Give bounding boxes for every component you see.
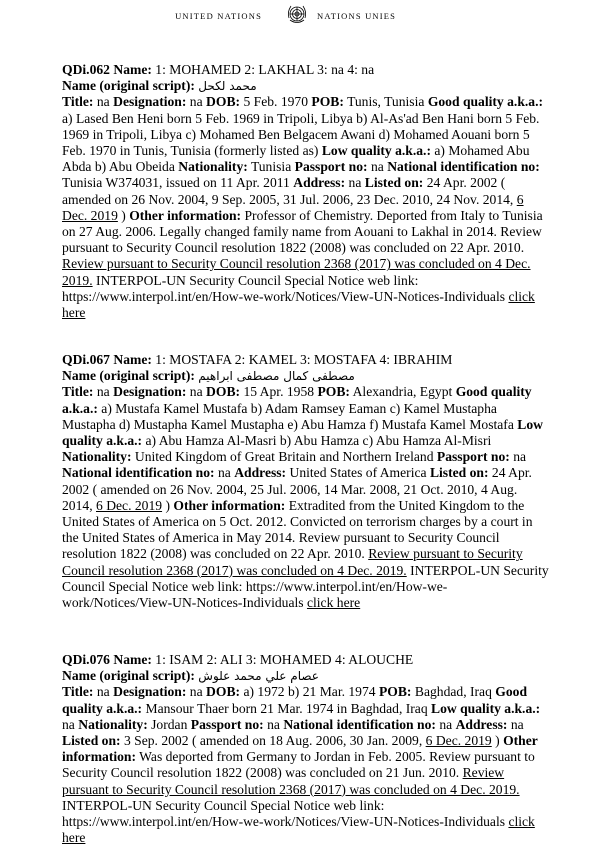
entry-amended: ( amended on 26 Nov. 2004, 25 Jul. 2006, 14 Mar. 2008, 21 Oct. 2010, 4 Aug. 2014,	[62, 481, 518, 513]
entry-review: Review pursuant to Security Council resolution 2368 (2017) was concluded on 4 Dec. 2019.	[62, 546, 523, 578]
entry-passport: na	[370, 159, 384, 175]
entry-name: 1: MOHAMED 2: LAKHAL 3: na 4: na	[155, 62, 375, 77]
entry-address: na	[510, 716, 524, 732]
click-here-link[interactable]: click here	[62, 814, 535, 846]
entry-low-aka: na	[62, 716, 75, 732]
entry-dob: 5 Feb. 1970	[243, 94, 309, 110]
entry-amended: ( amended on 26 Nov. 2004, 9 Sep. 2005, 31 Jul. 2006, 23 Dec. 2010, 24 Nov. 2014,	[62, 175, 514, 207]
entry-good-aka: Mansour Thaer born 21 Mar. 1974 in Baghdad, Iraq	[145, 700, 428, 716]
header-nations-unies: NATIONS UNIES	[317, 11, 397, 21]
entry-pob: Tunis, Tunisia	[347, 94, 425, 110]
entry-name: 1: MOSTAFA 2: KAMEL 3: MOSTAFA 4: IBRAHIM	[155, 352, 453, 367]
entry-good-aka: a) Mustafa Kamel Mustafa b) Adam Ramsey Eaman c) Kamel Mustapha Mustapha d) Mustapha Kamel Mustapha e) Abu Hamza f) Mustafa Kamel Mostafa	[62, 400, 514, 432]
entry-good-aka: a) Lased Ben Heni born 5 Feb. 1969 in Tripoli, Libya b) Al-As'ad Ben Hani born 5 Feb. 1969 in Tripoli, Libya c) Mohamed Ben Belgacem Awani d) Mohamed Aouani born 5 Feb. 1970 in Tunis, Tunisia (formerly listed as)	[62, 110, 540, 159]
entry-original-script: مصطفى كمال مصطفى ابراهيم	[198, 369, 355, 384]
entry-listed-on: 3 Sep. 2002	[123, 733, 189, 749]
entry-nationality: Tunisia	[250, 159, 292, 175]
entry-ref: QDi.067	[62, 352, 110, 367]
click-here-link[interactable]: click here	[62, 288, 535, 321]
sanctions-entry: QDi.076 Name: 1: ISAM 2: ALI 3: MOHAMED 4: ALOUCHE Name (original script): عصام علي محمد علوش Title: na Designation: na DOB: a) 1972 b) 21 Mar. 1974 POB: Baghdad, Iraq Good quality a.k.a.: Mansour Thaer born 21 Mar. 1974 in Baghdad, Iraq Low quality a.k.a.: na Nationality: Jordan Passport no: na National identification no: na Address: na Listed on: 3 Sep. 2002 ( amended on 18 Aug. 2006, 30 Jan. 2009, 6 Dec. 2019 ) Other information: Was deported from Germany to Jordan in Feb. 2005. Review pursuant to Security Council resolution 1822 (2008) was concluded on 21 Jun. 2010. Review pursuant to Security Council resolution 2368 (2017) was concluded on 4 Dec. 2019. INTERPOL-UN Security Council Special Notice web link: https://www.interpol.int/en/How-we-work/Notices/View-UN-Notices-Individuals click here	[62, 652, 541, 846]
page-header	[0, 0, 600, 30]
entry-address: na	[348, 175, 362, 191]
entry-original-script: عصام علي محمد علوش	[198, 669, 319, 684]
sanctions-entry: QDi.067 Name: 1: MOSTAFA 2: KAMEL 3: MOSTAFA 4: IBRAHIM Name (original script): مصطفى كمال مصطفى ابراهيم Title: na Designation: na DOB: 15 Apr. 1958 POB: Alexandria, Egypt Good quality a.k.a.: a) Mustafa Kamel Mustafa b) Adam Ramsey Eaman c) Kamel Mustapha Mustapha d) Mustapha Kamel Mustapha e) Abu Hamza f) Mustafa Kamel Mostafa Low quality a.k.a.: a) Abu Hamza Al-Masri b) Abu Hamza c) Abu Hamza Al-Misri Nationality: United Kingdom of Great Britain and Northern Ireland Passport no: na National identification no: na Address: United States of America Listed on: 24 Apr. 2002 ( amended on 26 Nov. 2004, 25 Jul. 2006, 14 Mar. 2008, 21 Oct. 2010, 4 Aug. 2014, 6 Dec. 2019 ) Other information: Extradited from the United Kingdom to the United States of America on 5 Oct. 2012. Convicted on terrorism charges by a court in the United States of America in May 2014. Review pursuant to Security Council resolution 1822 (2008) was concluded on 22 Apr. 2010. Review pursuant to Security Council resolution 2368 (2017) was concluded on 4 Dec. 2019. INTERPOL-UN Security Council Special Notice web link: https://www.interpol.int/en/How-we-work/Notices/View-UN-Notices-Individuals click here	[62, 352, 549, 611]
entry-amended: ( amended on 18 Aug. 2006, 30 Jan. 2009,	[191, 733, 423, 749]
entry-low-aka: a) Abu Hamza Al-Masri b) Abu Hamza c) Abu Hamza Al-Misri	[145, 433, 492, 449]
entry-name: 1: ISAM 2: ALI 3: MOHAMED 4: ALOUCHE	[155, 652, 414, 667]
entry-title: na	[96, 94, 110, 110]
entry-pob: Baghdad, Iraq	[414, 684, 492, 700]
entry-interpol: INTERPOL-UN Security Council Special Notice web link: https://www.interpol.int/en/How-we-work/Notices/View-UN-Notices-Individuals	[62, 272, 506, 304]
entry-dob: 15 Apr. 1958	[243, 384, 315, 400]
entry-other-info: Professor of Chemistry. Deported from Italy to Tunisia on 27 Aug. 2006. Legally changed family name from Aouani to Lakhal in 2014. Review pursuant to Security Council resolution 1822 (2008) was concluded on 22 Apr. 2010.	[62, 207, 543, 256]
entry-interpol: INTERPOL-UN Security Council Special Notice web link: https://www.interpol.int/en/How-we-work/Notices/View-UN-Notices-Individuals	[62, 562, 549, 611]
entry-title: na	[96, 684, 110, 700]
entry-pob: Alexandria, Egypt	[352, 384, 453, 400]
entry-designation: na	[189, 684, 203, 700]
entry-amended-last: 6 Dec. 2019	[96, 497, 163, 513]
entry-listed-on: 24 Apr. 2002	[62, 465, 532, 497]
entry-ref: QDi.076	[62, 652, 110, 667]
entry-review: Review pursuant to Security Council resolution 2368 (2017) was concluded on 4 Dec. 2019.	[62, 765, 520, 797]
entry-title: na	[96, 384, 110, 400]
entry-address: United States of America	[289, 465, 427, 481]
entry-national-id: Tunisia W374031, issued on 11 Apr. 2011	[62, 175, 290, 191]
entry-national-id: na	[217, 465, 231, 481]
entry-amended-last: 6 Dec. 2019	[425, 733, 492, 749]
entry-ref: QDi.062	[62, 62, 110, 77]
click-here-link[interactable]: click here	[306, 595, 361, 611]
entry-other-info: Extradited from the United Kingdom to the United States of America on 5 Oct. 2012. Convicted on terrorism charges by a court in the United States of America in May 2014. Review pursuant to Security Council resolution 1822 (2008) was concluded on 22 Apr. 2010.	[62, 497, 533, 562]
un-emblem-icon	[285, 2, 309, 26]
entry-dob: a) 1972 b) 21 Mar. 1974	[243, 684, 376, 700]
entry-designation: na	[189, 384, 203, 400]
entry-passport: na	[513, 449, 527, 465]
entry-interpol: INTERPOL-UN Security Council Special Notice web link: https://www.interpol.int/en/How-we-work/Notices/View-UN-Notices-Individuals	[62, 797, 506, 830]
sanctions-entry: QDi.062 Name: 1: MOHAMED 2: LAKHAL 3: na 4: na Name (original script): محمد لكحل Title: na Designation: na DOB: 5 Feb. 1970 POB: Tunis, Tunisia Good quality a.k.a.: a) Lased Ben Heni born 5 Feb. 1969 in Tripoli, Libya b) Al-As'ad Ben Hani born 5 Feb. 1969 in Tripoli, Libya c) Mohamed Ben Belgacem Awani d) Mohamed Aouani born 5 Feb. 1970 in Tunis, Tunisia (formerly listed as) Low quality a.k.a.: a) Mohamed Abu Abda b) Abu Obeida Nationality: Tunisia Passport no: na National identification no: Tunisia W374031, issued on 11 Apr. 2011 Address: na Listed on: 24 Apr. 2002 ( amended on 26 Nov. 2004, 9 Sep. 2005, 31 Jul. 2006, 23 Dec. 2010, 24 Nov. 2014, 6 Dec. 2019 ) Other information: Professor of Chemistry. Deported from Italy to Tunisia on 27 Aug. 2006. Legally changed family name from Aouani to Lakhal in 2014. Review pursuant to Security Council resolution 1822 (2008) was concluded on 22 Apr. 2010. Review pursuant to Security Council resolution 2368 (2017) was concluded on 4 Dec. 2019. INTERPOL-UN Security Council Special Notice web link: https://www.interpol.int/en/How-we-work/Notices/View-UN-Notices-Individuals click here	[62, 62, 544, 321]
entry-passport: na	[267, 716, 280, 732]
entry-original-script: محمد لكحل	[198, 79, 257, 94]
header-united-nations: UNITED NATIONS	[175, 11, 262, 21]
entry-nationality: United Kingdom of Great Britain and Northern Ireland	[134, 449, 434, 465]
entry-designation: na	[189, 94, 203, 110]
entry-listed-on: 24 Apr. 2002	[426, 175, 498, 191]
entry-low-aka: a) Mohamed Abu Abda b) Abu Obeida	[62, 143, 530, 175]
entry-review: Review pursuant to Security Council resolution 2368 (2017) was concluded on 4 Dec. 2019.	[62, 256, 531, 288]
entry-amended-last: 6 Dec. 2019	[62, 191, 524, 223]
entry-other-info: Was deported from Germany to Jordan in Feb. 2005. Review pursuant to Security Council resolution 1822 (2008) was concluded on 21 Jun. 2010.	[62, 749, 535, 781]
entry-national-id: na	[439, 716, 453, 732]
entry-nationality: Jordan	[151, 716, 188, 732]
